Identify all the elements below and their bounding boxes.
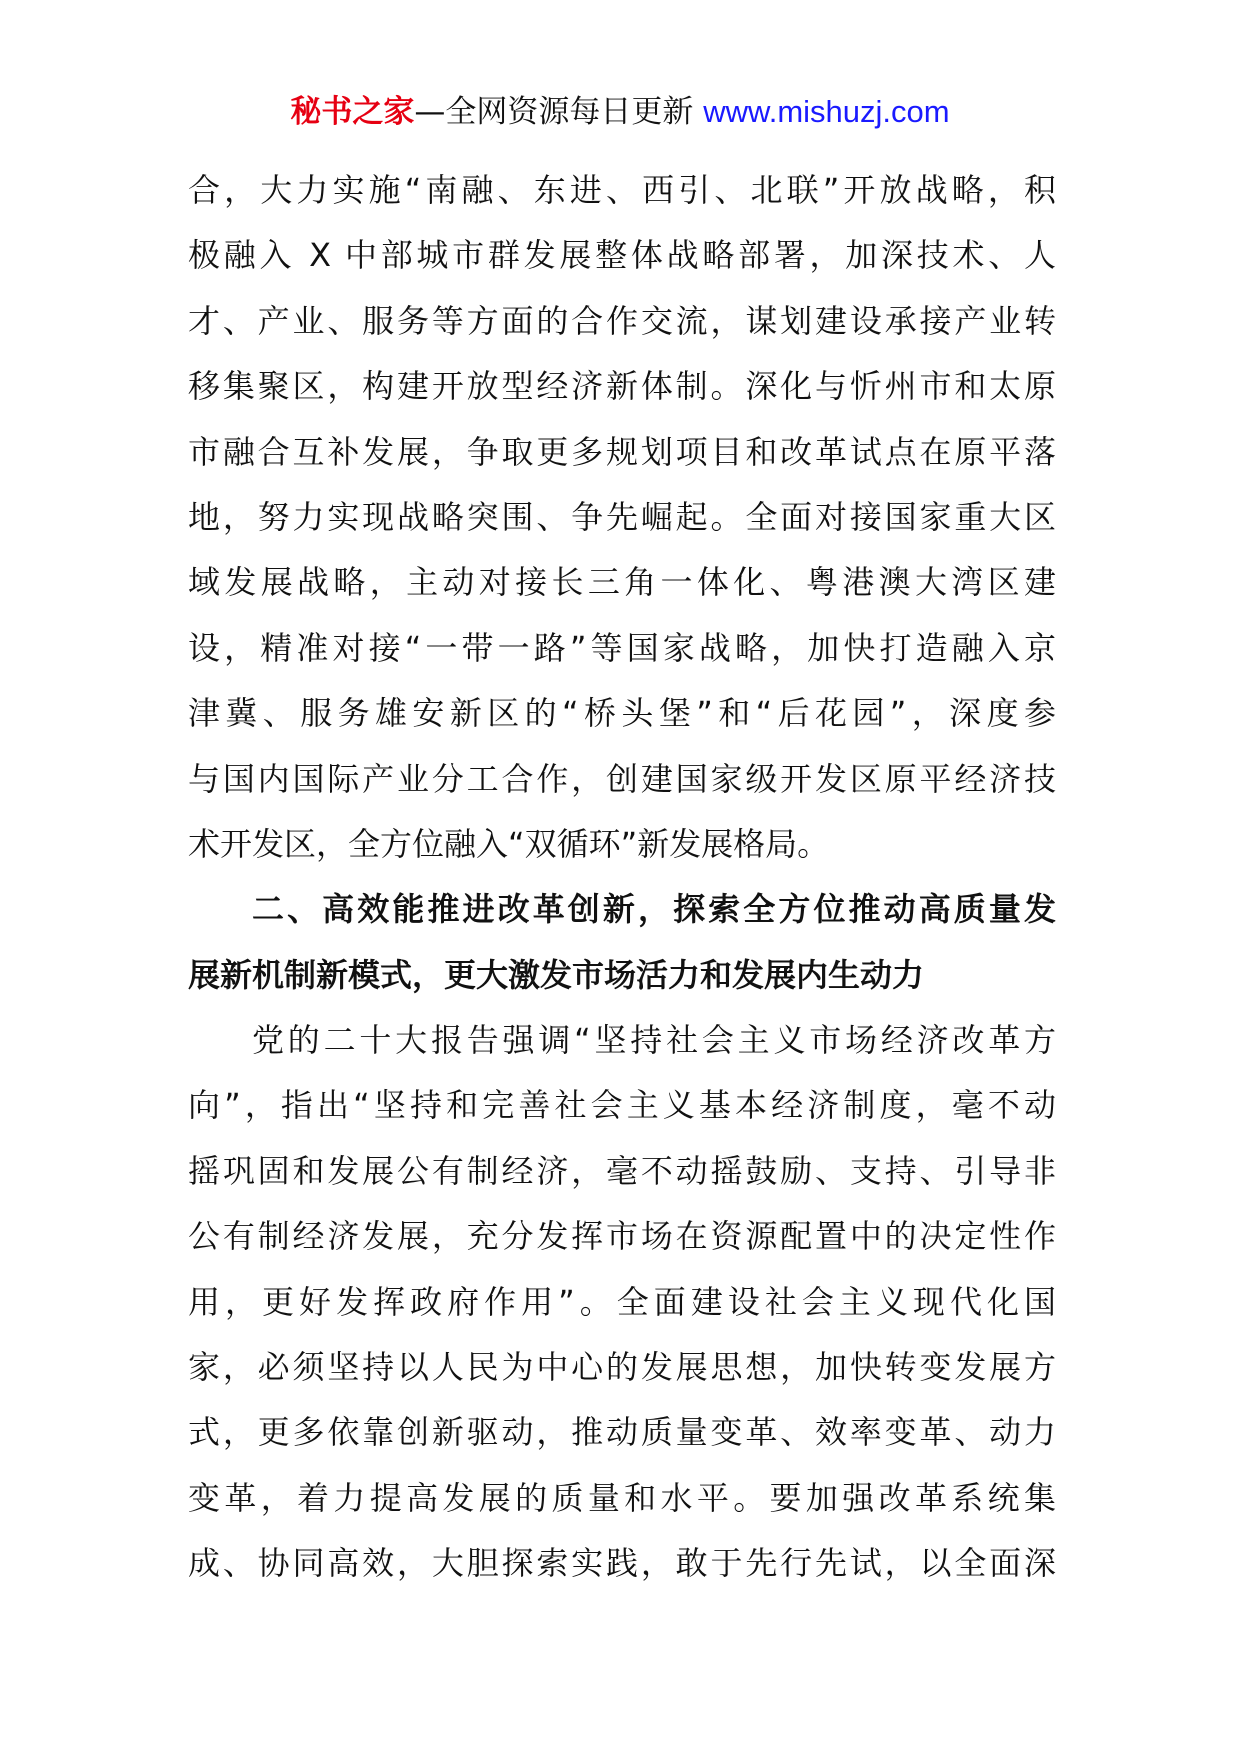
- brand-name: 秘书之家: [290, 94, 415, 130]
- paragraph-line: 家，必须坚持以人民为中心的发展思想，加快转变发展方: [188, 1348, 1056, 1387]
- paragraph-line: 摇巩固和发展公有制经济，毫不动摇鼓励、支持、引导非: [188, 1151, 1056, 1190]
- paragraph-line: 地，努力实现战略突围、争先崛起。全面对接国家重大区: [188, 497, 1056, 536]
- paragraph-line: 向”，指出“坚持和完善社会主义基本经济制度，毫不动: [188, 1086, 1056, 1125]
- paragraph-line: 用，更好发挥政府作用”。全面建设社会主义现代化国: [188, 1282, 1056, 1321]
- paragraph-line: 术开发区，全方位融入“双循环”新发展格局。: [188, 824, 830, 863]
- paragraph-line: 成、协同高效，大胆探索实践，敢于先行先试，以全面深: [188, 1544, 1056, 1583]
- paragraph-line: 域发展战略，主动对接长三角一体化、粤港澳大湾区建: [188, 563, 1056, 602]
- paragraph-line: 变革，着力提高发展的质量和水平。要加强改革系统集: [188, 1478, 1056, 1517]
- paragraph-line: 才、产业、服务等方面的合作交流，谋划建设承接产业转: [188, 301, 1056, 340]
- section-heading-line: 二、高效能推进改革创新，探索全方位推动高质量发: [252, 890, 1056, 929]
- paragraph-line: 移集聚区，构建开放型经济新体制。深化与忻州市和太原: [188, 367, 1056, 406]
- document-body: [188, 158, 1056, 1597]
- paragraph-line: 设，精准对接“一带一路”等国家战略，加快打造融入京: [188, 628, 1056, 667]
- paragraph-line: 津冀、服务雄安新区的“桥头堡”和“后花园”，深度参: [188, 694, 1056, 733]
- site-url-link[interactable]: www.mishuzj.com: [703, 94, 950, 129]
- paragraph-line: 式，更多依靠创新驱动，推动质量变革、效率变革、动力: [188, 1413, 1056, 1452]
- header-tagline: —全网资源每日更新: [414, 94, 694, 130]
- paragraph-line: 公有制经济发展，充分发挥市场在资源配置中的决定性作: [188, 1217, 1056, 1256]
- page-header: [0, 92, 1240, 132]
- paragraph-line: 与国内国际产业分工合作，创建国家级开发区原平经济技: [188, 759, 1056, 798]
- paragraph-line: 极融入 X 中部城市群发展整体战略部署，加深技术、人: [188, 236, 1056, 275]
- paragraph-line: 党的二十大报告强调“坚持社会主义市场经济改革方: [252, 1021, 1056, 1060]
- section-heading-line: 展新机制新模式，更大激发市场活力和发展内生动力: [188, 955, 925, 994]
- paragraph-line: 市融合互补发展，争取更多规划项目和改革试点在原平落: [188, 432, 1056, 471]
- paragraph-line: 合，大力实施“南融、东进、西引、北联”开放战略，积: [188, 171, 1056, 209]
